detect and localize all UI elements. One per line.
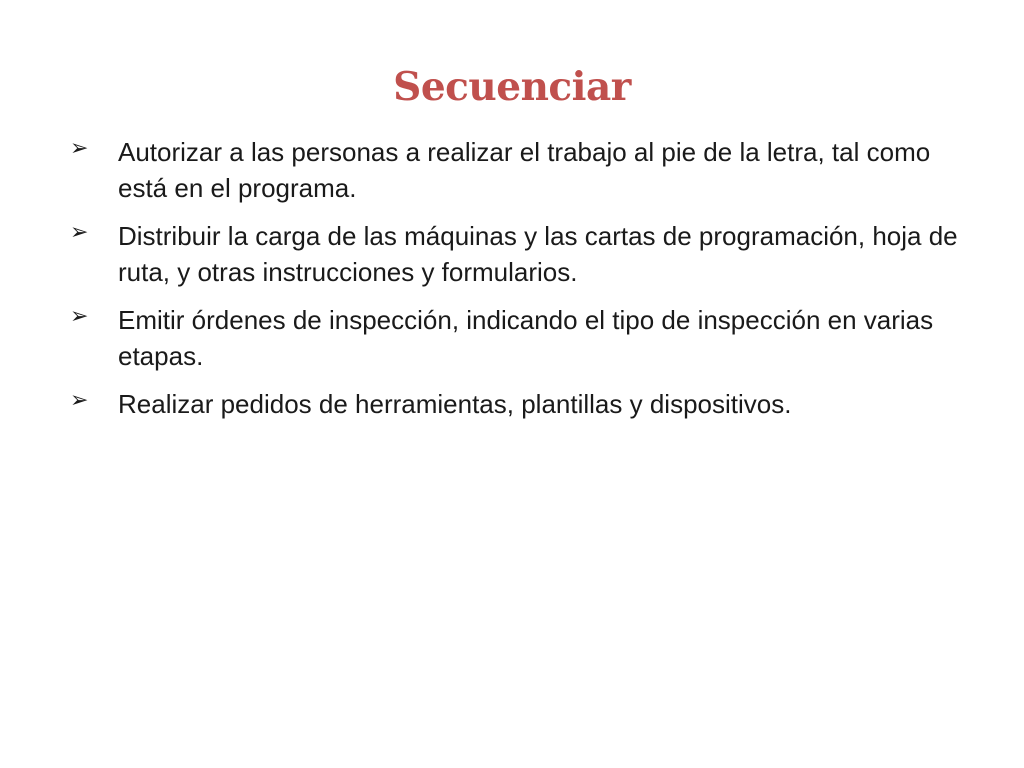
bullet-list bbox=[70, 134, 975, 434]
bullet-text: Emitir órdenes de inspección, indicando el tipo de inspección en varias etapas. bbox=[118, 305, 934, 371]
arrow-bullet-icon: ➢ bbox=[70, 136, 89, 161]
arrow-bullet-icon: ➢ bbox=[70, 388, 89, 413]
bullet-item bbox=[70, 218, 975, 290]
arrow-bullet-icon: ➢ bbox=[70, 220, 89, 245]
bullet-text: Distribuir la carga de las máquinas y las cartas de programación, hoja de ruta, y otras instrucciones y formularios. bbox=[118, 221, 958, 287]
bullet-item bbox=[70, 134, 975, 206]
bullet-text: Realizar pedidos de herramientas, plantillas y dispositivos. bbox=[118, 389, 792, 419]
bullet-item bbox=[70, 302, 975, 374]
arrow-bullet-icon: ➢ bbox=[70, 304, 89, 329]
bullet-text: Autorizar a las personas a realizar el trabajo al pie de la letra, tal como está en el programa. bbox=[118, 137, 931, 203]
bullet-item bbox=[70, 386, 975, 422]
slide-title: Secuenciar bbox=[393, 64, 631, 110]
